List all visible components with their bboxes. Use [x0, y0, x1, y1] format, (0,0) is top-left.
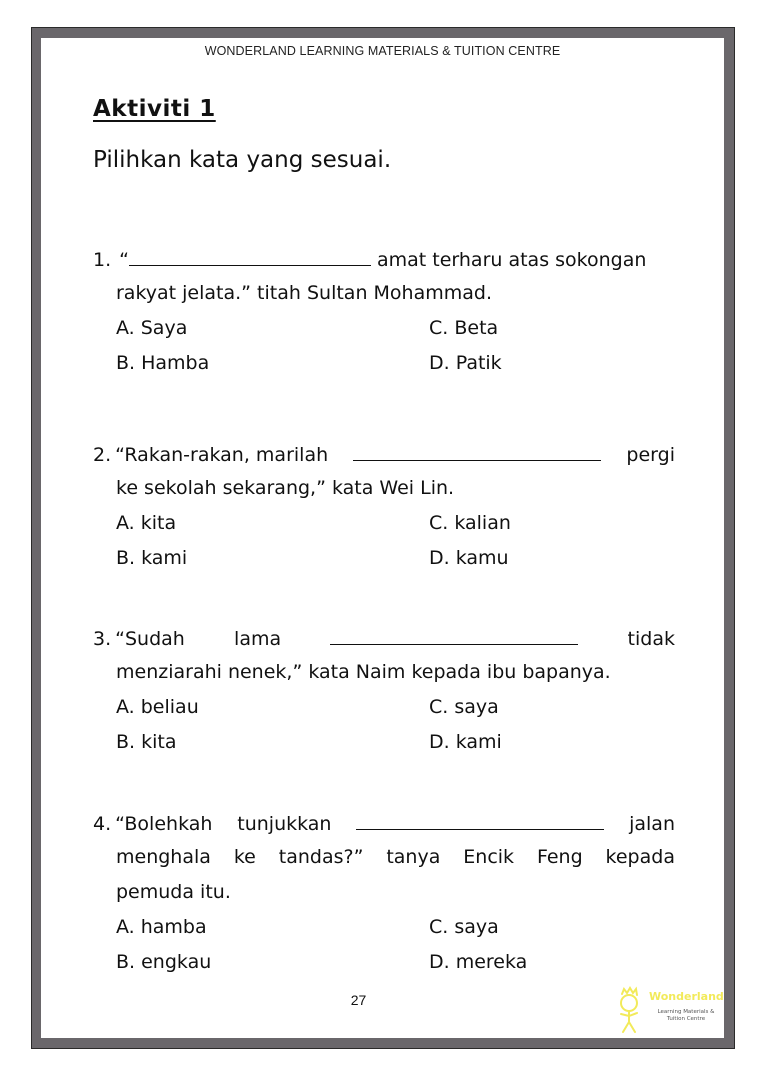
- options: [93, 910, 675, 980]
- question-text: jalan: [629, 813, 675, 835]
- question-line: [93, 436, 675, 471]
- logo-title: Wonderland: [649, 990, 724, 1003]
- question-text: menziarahi nenek,” kata Naim kepada ibu bapanya.: [116, 661, 611, 683]
- page-number: 27: [350, 992, 367, 1008]
- question-text: Feng: [536, 846, 583, 868]
- option-c[interactable]: C. kalian: [429, 512, 511, 534]
- question-line: [93, 471, 675, 506]
- options: [93, 690, 675, 760]
- option-a[interactable]: A. Saya: [116, 317, 188, 339]
- activity-title: Aktiviti 1: [93, 96, 216, 122]
- answer-blank[interactable]: [353, 436, 601, 461]
- question-line: [93, 620, 675, 655]
- question-text: menghala: [116, 846, 211, 868]
- logo-subtitle-line: Learning Materials &: [657, 1009, 715, 1015]
- options: [93, 311, 675, 381]
- question-line: [93, 805, 675, 840]
- question-text: Encik: [463, 846, 515, 868]
- question-number: 2.: [93, 444, 112, 466]
- option-d[interactable]: D. Patik: [429, 352, 502, 374]
- question-line: [93, 875, 675, 910]
- wonderland-logo: [611, 984, 723, 1036]
- option-b[interactable]: B. engkau: [116, 951, 212, 973]
- question-number: 4.: [93, 813, 112, 835]
- question-text: pergi: [626, 444, 675, 466]
- question-text: tunjukkan: [237, 813, 332, 835]
- option-b[interactable]: B. kita: [116, 731, 177, 753]
- worksheet-page: [41, 38, 724, 1038]
- option-c[interactable]: C. saya: [429, 696, 499, 718]
- question-4: [93, 805, 675, 980]
- question-1: [93, 241, 675, 381]
- options: [93, 506, 675, 576]
- question-text: “: [119, 249, 129, 271]
- question-text: “Rakan-rakan, marilah: [115, 444, 329, 466]
- question-text: “Sudah: [115, 628, 185, 650]
- option-d[interactable]: D. kamu: [429, 547, 509, 569]
- question-start: [93, 438, 328, 473]
- question-number: 1.: [93, 249, 112, 271]
- logo-subtitle-line: Tuition Centre: [666, 1016, 706, 1022]
- answer-blank[interactable]: [356, 805, 604, 830]
- answer-blank[interactable]: [129, 241, 371, 266]
- question-line: [93, 655, 675, 690]
- logo-subtitle: [649, 1009, 723, 1023]
- option-a[interactable]: A. hamba: [116, 916, 207, 938]
- question-text: lama: [234, 628, 282, 650]
- option-d[interactable]: D. mereka: [429, 951, 528, 973]
- question-text: ke sekolah sekarang,” kata Wei Lin.: [116, 477, 455, 499]
- question-start: [93, 622, 185, 657]
- page-header: WONDERLAND LEARNING MATERIALS & TUITION CENTRE: [204, 44, 561, 58]
- mascot-icon: [613, 986, 645, 1034]
- option-c[interactable]: C. Beta: [429, 317, 499, 339]
- option-b[interactable]: B. Hamba: [116, 352, 210, 374]
- question-text: ke: [233, 846, 256, 868]
- option-b[interactable]: B. kami: [116, 547, 188, 569]
- question-line: [93, 276, 675, 311]
- answer-blank[interactable]: [330, 620, 578, 645]
- option-a[interactable]: A. beliau: [116, 696, 199, 718]
- option-a[interactable]: A. kita: [116, 512, 177, 534]
- question-3: [93, 620, 675, 760]
- question-text: tidak: [627, 628, 675, 650]
- question-text: “Bolehkah: [115, 813, 213, 835]
- question-line: [93, 840, 675, 875]
- question-text: kepada: [605, 846, 675, 868]
- question-text: tandas?”: [278, 846, 364, 868]
- question-text: pemuda itu.: [116, 881, 231, 903]
- option-c[interactable]: C. saya: [429, 916, 499, 938]
- question-text: tanya: [386, 846, 441, 868]
- question-2: [93, 436, 675, 576]
- question-number: 3.: [93, 628, 112, 650]
- question-text: rakyat jelata.” titah Sultan Mohammad.: [116, 282, 492, 304]
- instruction-text: Pilihkan kata yang sesuai.: [93, 147, 392, 173]
- question-line: [93, 241, 675, 276]
- question-text: amat terharu atas sokongan: [376, 249, 647, 271]
- option-d[interactable]: D. kami: [429, 731, 502, 753]
- question-start: [93, 807, 212, 842]
